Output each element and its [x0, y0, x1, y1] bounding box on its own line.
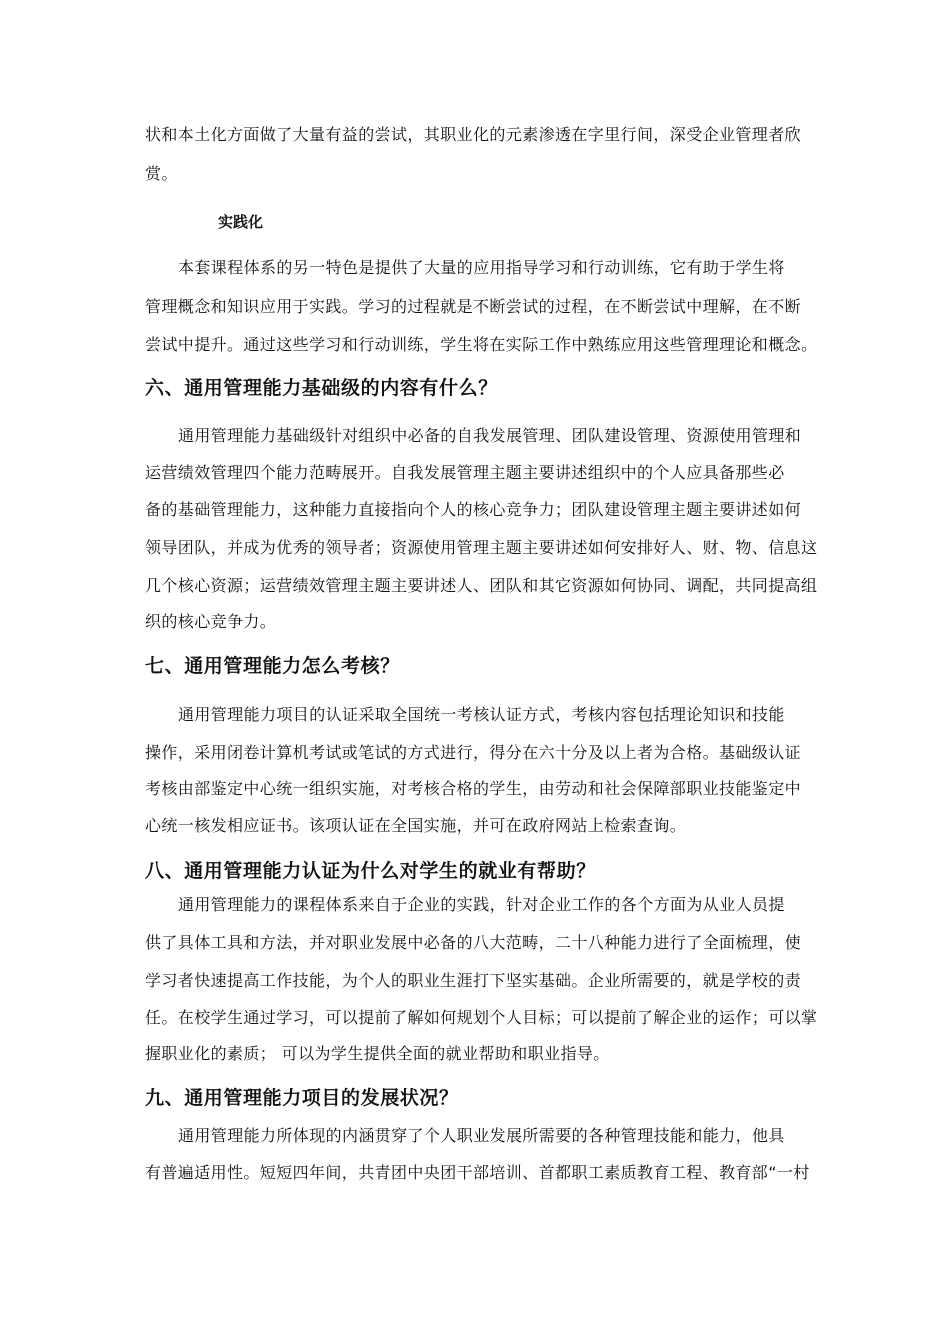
- section-heading: 七、通用管理能力怎么考核？: [145, 655, 400, 677]
- paragraph-line: 领导团队，并成为优秀的领导者；资源使用管理主题主要讲述如何安排好人、财、物、信息这: [145, 538, 818, 557]
- paragraph-line: 尝试中提升。通过这些学习和行动训练，学生将在实际工作中熟练应用这些管理理论和概念。: [145, 335, 818, 354]
- paragraph-line: 心统一核发相应证书。该项认证在全国实施，并可在政府网站上检索查询。: [145, 816, 687, 835]
- section-heading: 六、通用管理能力基础级的内容有什么？: [145, 377, 498, 399]
- paragraph-line: 几个核心资源；运营绩效管理主题主要讲述人、团队和其它资源如何协同、调配，共同提高组: [145, 576, 818, 595]
- paragraph-line: 握职业化的素质； 可以为学生提供全面的就业帮助和职业指导。: [145, 1044, 610, 1063]
- paragraph-line: 供了具体工具和方法，并对职业发展中必备的八大范畴，二十八种能力进行了全面梳理，使: [145, 933, 802, 952]
- paragraph-line: 状和本土化方面做了大量有益的尝试，其职业化的元素渗透在字里行间，深受企业管理者欣: [145, 125, 802, 144]
- paragraph-line: 学习者快速提高工作技能，为个人的职业生涯打下坚实基础。企业所需要的，就是学校的责: [145, 971, 802, 990]
- paragraph-line: 备的基础管理能力，这种能力直接指向个人的核心竞争力；团队建设管理主题主要讲述如何: [145, 500, 802, 519]
- section-heading: 九、通用管理能力项目的发展状况？: [145, 1087, 459, 1109]
- paragraph-line: 赏。: [145, 164, 178, 183]
- paragraph-line: 通用管理能力基础级针对组织中必备的自我发展管理、团队建设管理、资源使用管理和: [178, 426, 802, 445]
- paragraph-line: 运营绩效管理四个能力范畴展开。自我发展管理主题主要讲述组织中的个人应具备那些必: [145, 463, 785, 482]
- paragraph-line: 通用管理能力的课程体系来自于企业的实践，针对企业工作的各个方面为从业人员提: [178, 895, 785, 914]
- section-subheading: 实践化: [218, 213, 264, 231]
- section-heading: 八、通用管理能力认证为什么对学生的就业有帮助？: [145, 860, 596, 882]
- paragraph-line: 通用管理能力项目的认证采取全国统一考核认证方式，考核内容包括理论知识和技能: [178, 705, 785, 724]
- paragraph-line: 本套课程体系的另一特色是提供了大量的应用指导学习和行动训练，它有助于学生将: [178, 258, 785, 277]
- paragraph-line: 管理概念和知识应用于实践。学习的过程就是不断尝试的过程，在不断尝试中理解，在不断: [145, 297, 802, 316]
- paragraph-line: 通用管理能力所体现的内涵贯穿了个人职业发展所需要的各种管理技能和能力，他具: [178, 1126, 785, 1145]
- paragraph-line: 有普遍适用性。短短四年间，共青团中央团干部培训、首都职工素质教育工程、教育部“一村: [145, 1163, 810, 1182]
- paragraph-line: 操作，采用闭卷计算机考试或笔试的方式进行，得分在六十分及以上者为合格。基础级认证: [145, 743, 802, 762]
- paragraph-line: 考核由部鉴定中心统一组织实施，对考核合格的学生，由劳动和社会保障部职业技能鉴定中: [145, 779, 802, 798]
- paragraph-line: 织的核心竞争力。: [145, 612, 277, 631]
- paragraph-line: 任。在校学生通过学习，可以提前了解如何规划个人目标；可以提前了解企业的运作；可以掌: [145, 1008, 818, 1027]
